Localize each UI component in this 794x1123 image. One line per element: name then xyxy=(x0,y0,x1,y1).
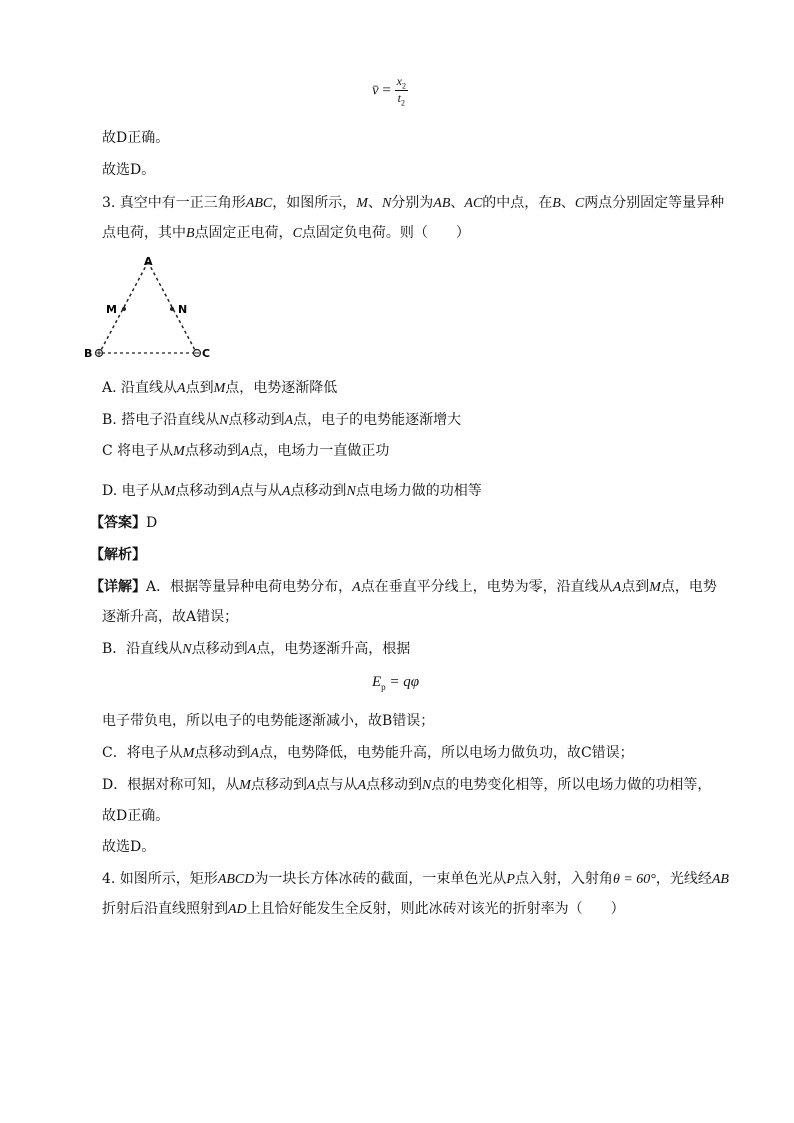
detail-d-line-1: D．根据对称可知，从M点移动到A点与从A点移动到N点的电势变化相等，所以电场力做的功相等， xyxy=(102,777,712,793)
point-m xyxy=(122,307,126,311)
detail-a-line-1: 【详解】A．根据等量异种电荷电势分布，A点在垂直平分线上，电势为零，沿直线从A点到M点，电势 xyxy=(90,579,717,595)
label-c: C xyxy=(202,347,211,360)
label-m: M xyxy=(106,303,117,316)
analysis-tag: 【解析】 xyxy=(90,547,146,563)
detail-d-line-2: 故D正确。 xyxy=(102,808,170,824)
detail-b-line-3: 电子带负电，所以电子的电势能逐渐减小，故B错误； xyxy=(102,713,435,729)
label-n: N xyxy=(178,303,188,316)
detail-b-line-1: B．沿直线从N点移动到A点，电势逐渐升高，根据 xyxy=(102,641,411,657)
answer-tag: 【答案】 xyxy=(90,515,146,531)
option-a: A. 沿直线从A点到M点，电势逐渐降低 xyxy=(102,380,338,396)
question-4-line-2: 折射后沿直线照射到AD上且恰好能发生全反射，则此冰砖对该光的折射率为（ ） xyxy=(102,901,625,917)
fraction-numerator: $x_2$ xyxy=(396,74,406,91)
detail-c-line: C．将电子从M点移动到A点，电势降低，电势能升高，所以电场力做负功，故C错误； xyxy=(102,745,634,761)
prev-conclusion: 故D正确。 xyxy=(102,130,170,146)
answer-line xyxy=(90,513,157,533)
question-3-line-2: 点电荷，其中B点固定正电荷，C点固定负电荷。则（ ） xyxy=(102,225,470,241)
prev-choice: 故选D。 xyxy=(102,162,156,178)
detail-a-line-2: 逐渐升高，故A错误； xyxy=(102,609,239,625)
option-d: D. 电子从M点移动到A点与从A点移动到N点电场力做的功相等 xyxy=(102,483,482,499)
question-4-line-1: 4. 如图所示，矩形ABCD为一块长方体冰砖的截面，一束单色光从P点入射，入射角θ = 60°，光线经AB xyxy=(102,871,729,887)
answer-value: D xyxy=(146,515,158,531)
detail-choice: 故选D。 xyxy=(102,839,156,855)
triangle-figure xyxy=(78,252,228,367)
option-b: B. 搭电子沿直线从N点移动到A点，电子的电势能逐渐增大 xyxy=(102,412,462,428)
label-a: A xyxy=(144,255,153,268)
label-b: B xyxy=(84,347,93,360)
question-3-line-1: 3. 真空中有一正三角形ABC，如图所示，M、N分别为AB、AC的中点，在B、C两点分别固定等量异种 xyxy=(102,195,725,211)
formula-lhs: v̄ xyxy=(372,82,379,99)
formula-fraction xyxy=(395,74,408,108)
formula-equals: = xyxy=(382,82,391,99)
fraction-denominator: $t_2$ xyxy=(397,91,405,108)
point-n xyxy=(170,307,174,311)
formula-average-velocity xyxy=(372,74,408,108)
option-c: C 将电子从M点移动到A点，电场力一直做正功 xyxy=(102,443,390,459)
formula-potential-energy: $E_p = q\varphi$ xyxy=(372,674,420,692)
